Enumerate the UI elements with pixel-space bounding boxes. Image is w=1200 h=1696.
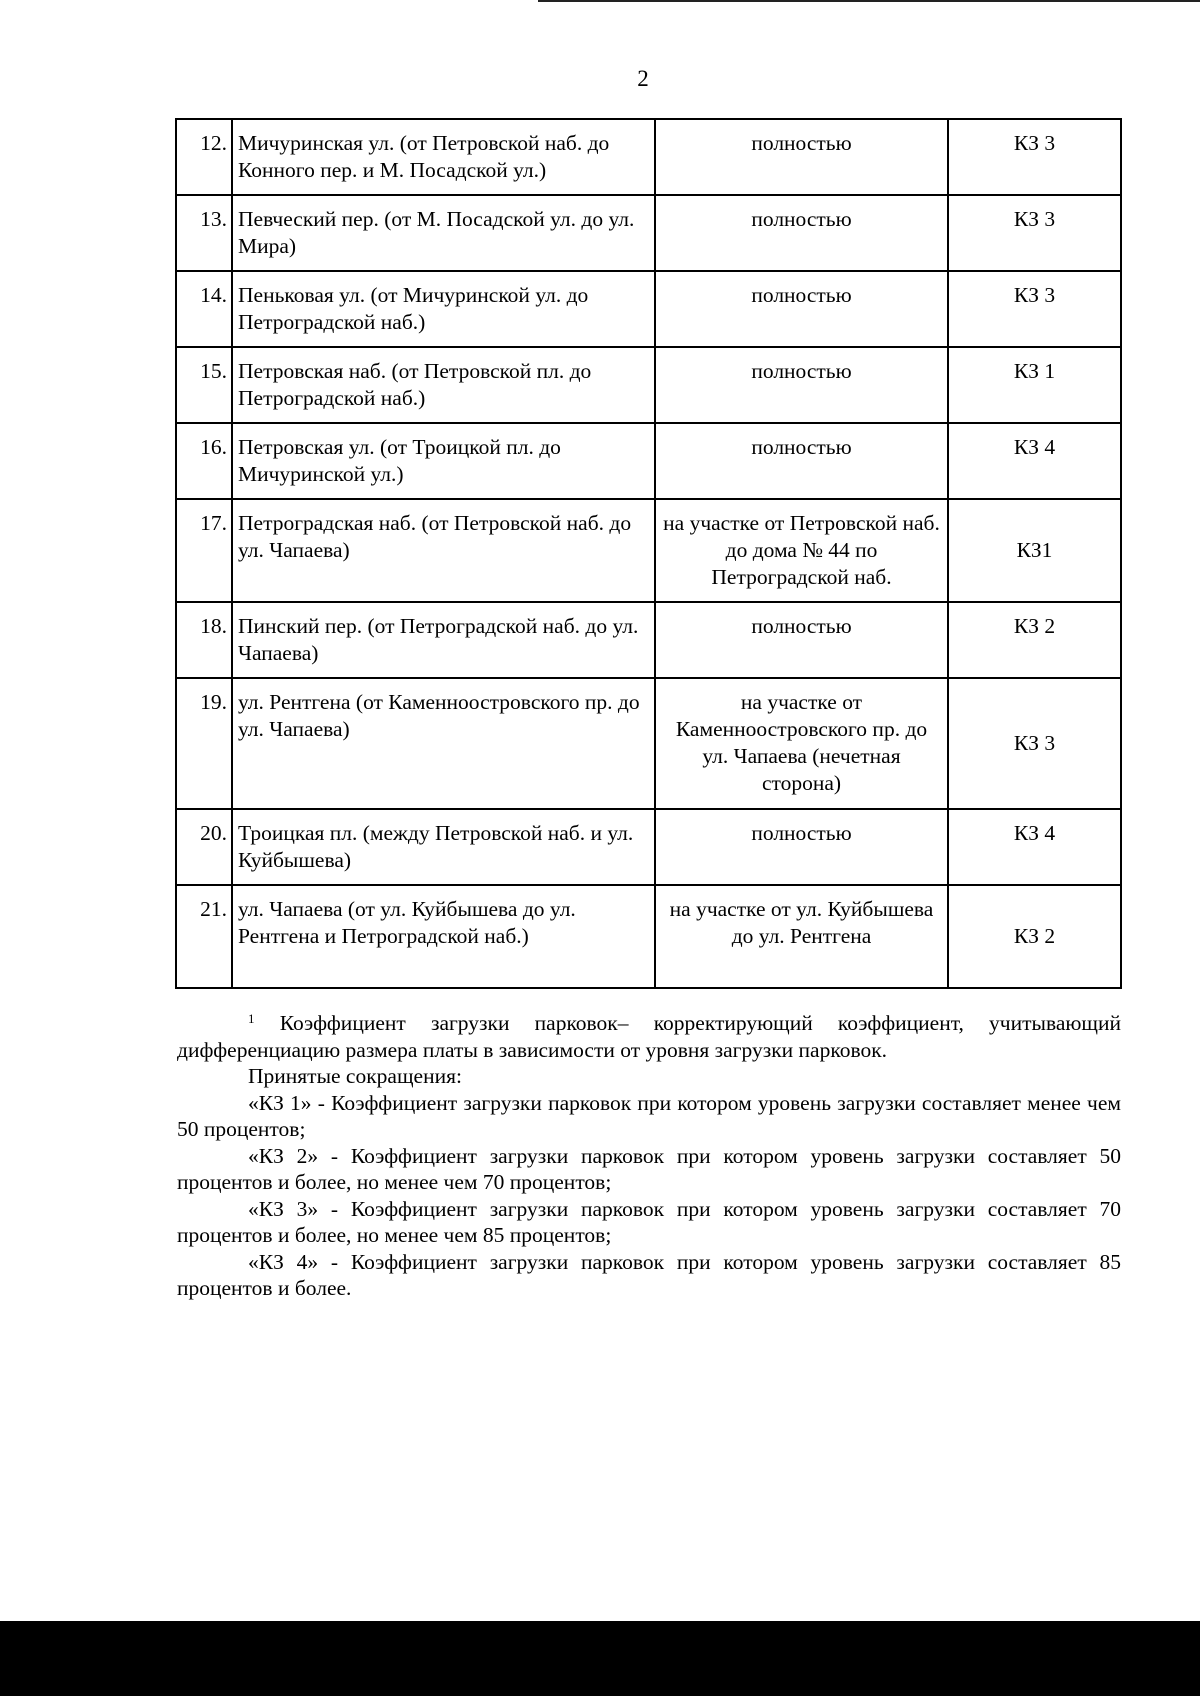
coefficient-cell: КЗ 3 (948, 271, 1121, 347)
row-number: 20. (176, 809, 232, 885)
top-rule (538, 0, 1200, 2)
scan-bottom-border (0, 1621, 1200, 1696)
abbreviation-item: «КЗ 3» - Коэффициент загрузки парковок при котором уровень загрузки составляет 70 процентов и более, но менее чем 85 процентов; (177, 1196, 1121, 1247)
abbreviation-item: «КЗ 4» - Коэффициент загрузки парковок при котором уровень загрузки составляет 85 процентов и более. (177, 1249, 1121, 1300)
street-cell: Петровская наб. (от Петровской пл. до Петроградской наб.) (232, 347, 655, 423)
table-row (176, 423, 1121, 499)
row-number: 19. (176, 678, 232, 809)
coefficient-cell: КЗ 1 (948, 347, 1121, 423)
row-number: 17. (176, 499, 232, 602)
street-cell: Пинский пер. (от Петроградской наб. до ул. Чапаева) (232, 602, 655, 678)
section-cell: полностью (655, 602, 948, 678)
street-cell: Троицкая пл. (между Петровской наб. и ул. Куйбышева) (232, 809, 655, 885)
table-row (176, 499, 1121, 602)
street-cell: ул. Чапаева (от ул. Куйбышева до ул. Рентгена и Петроградской наб.) (232, 885, 655, 988)
row-number: 15. (176, 347, 232, 423)
table-row (176, 678, 1121, 809)
table-row (176, 885, 1121, 988)
coefficient-cell: КЗ 4 (948, 423, 1121, 499)
table-row (176, 809, 1121, 885)
street-cell: ул. Рентгена (от Каменноостровского пр. до ул. Чапаева) (232, 678, 655, 809)
section-cell: полностью (655, 271, 948, 347)
street-cell: Мичуринская ул. (от Петровской наб. до Конного пер. и М. Посадской ул.) (232, 119, 655, 195)
row-number: 13. (176, 195, 232, 271)
table-row (176, 195, 1121, 271)
abbreviations-heading: Принятые сокращения: (248, 1064, 462, 1088)
street-cell: Пеньковая ул. (от Мичуринской ул. до Петроградской наб.) (232, 271, 655, 347)
section-cell: на участке от Каменноостровского пр. до ул. Чапаева (нечетная сторона) (655, 678, 948, 809)
table-row (176, 347, 1121, 423)
street-cell: Петровская ул. (от Троицкой пл. до Мичуринской ул.) (232, 423, 655, 499)
section-cell: полностью (655, 809, 948, 885)
row-number: 14. (176, 271, 232, 347)
row-number: 18. (176, 602, 232, 678)
row-number: 21. (176, 885, 232, 988)
street-cell: Певческий пер. (от М. Посадской ул. до ул. Мира) (232, 195, 655, 271)
footnote-marker: 1 (248, 1011, 255, 1026)
section-cell: на участке от ул. Куйбышева до ул. Рентгена (655, 885, 948, 988)
abbreviation-item: «КЗ 1» - Коэффициент загрузки парковок при котором уровень загрузки составляет менее чем 50 процентов; (177, 1090, 1121, 1141)
section-cell: полностью (655, 195, 948, 271)
street-cell: Петроградская наб. (от Петровской наб. до ул. Чапаева) (232, 499, 655, 602)
footnote (177, 1010, 1121, 1063)
notes-section (177, 1010, 1121, 1302)
coefficient-cell: КЗ1 (948, 499, 1121, 602)
parking-table (175, 118, 1122, 989)
abbreviation-item: «КЗ 2» - Коэффициент загрузки парковок при котором уровень загрузки составляет 50 процентов и более, но менее чем 70 процентов; (177, 1143, 1121, 1194)
coefficient-cell: КЗ 2 (948, 885, 1121, 988)
page-number: 2 (637, 66, 649, 91)
table-row (176, 602, 1121, 678)
coefficient-cell: КЗ 2 (948, 602, 1121, 678)
coefficient-cell: КЗ 3 (948, 195, 1121, 271)
table-row (176, 271, 1121, 347)
coefficient-cell: КЗ 3 (948, 119, 1121, 195)
table-row (176, 119, 1121, 195)
section-cell: на участке от Петровской наб. до дома № 44 по Петроградской наб. (655, 499, 948, 602)
section-cell: полностью (655, 119, 948, 195)
section-cell: полностью (655, 347, 948, 423)
row-number: 12. (176, 119, 232, 195)
row-number: 16. (176, 423, 232, 499)
section-cell: полностью (655, 423, 948, 499)
footnote-text: Коэффициент загрузки парковок– корректирующий коэффициент, учитывающий дифференциацию размера платы в зависимости от уровня загрузки парковок. (177, 1011, 1121, 1062)
coefficient-cell: КЗ 4 (948, 809, 1121, 885)
coefficient-cell: КЗ 3 (948, 678, 1121, 809)
